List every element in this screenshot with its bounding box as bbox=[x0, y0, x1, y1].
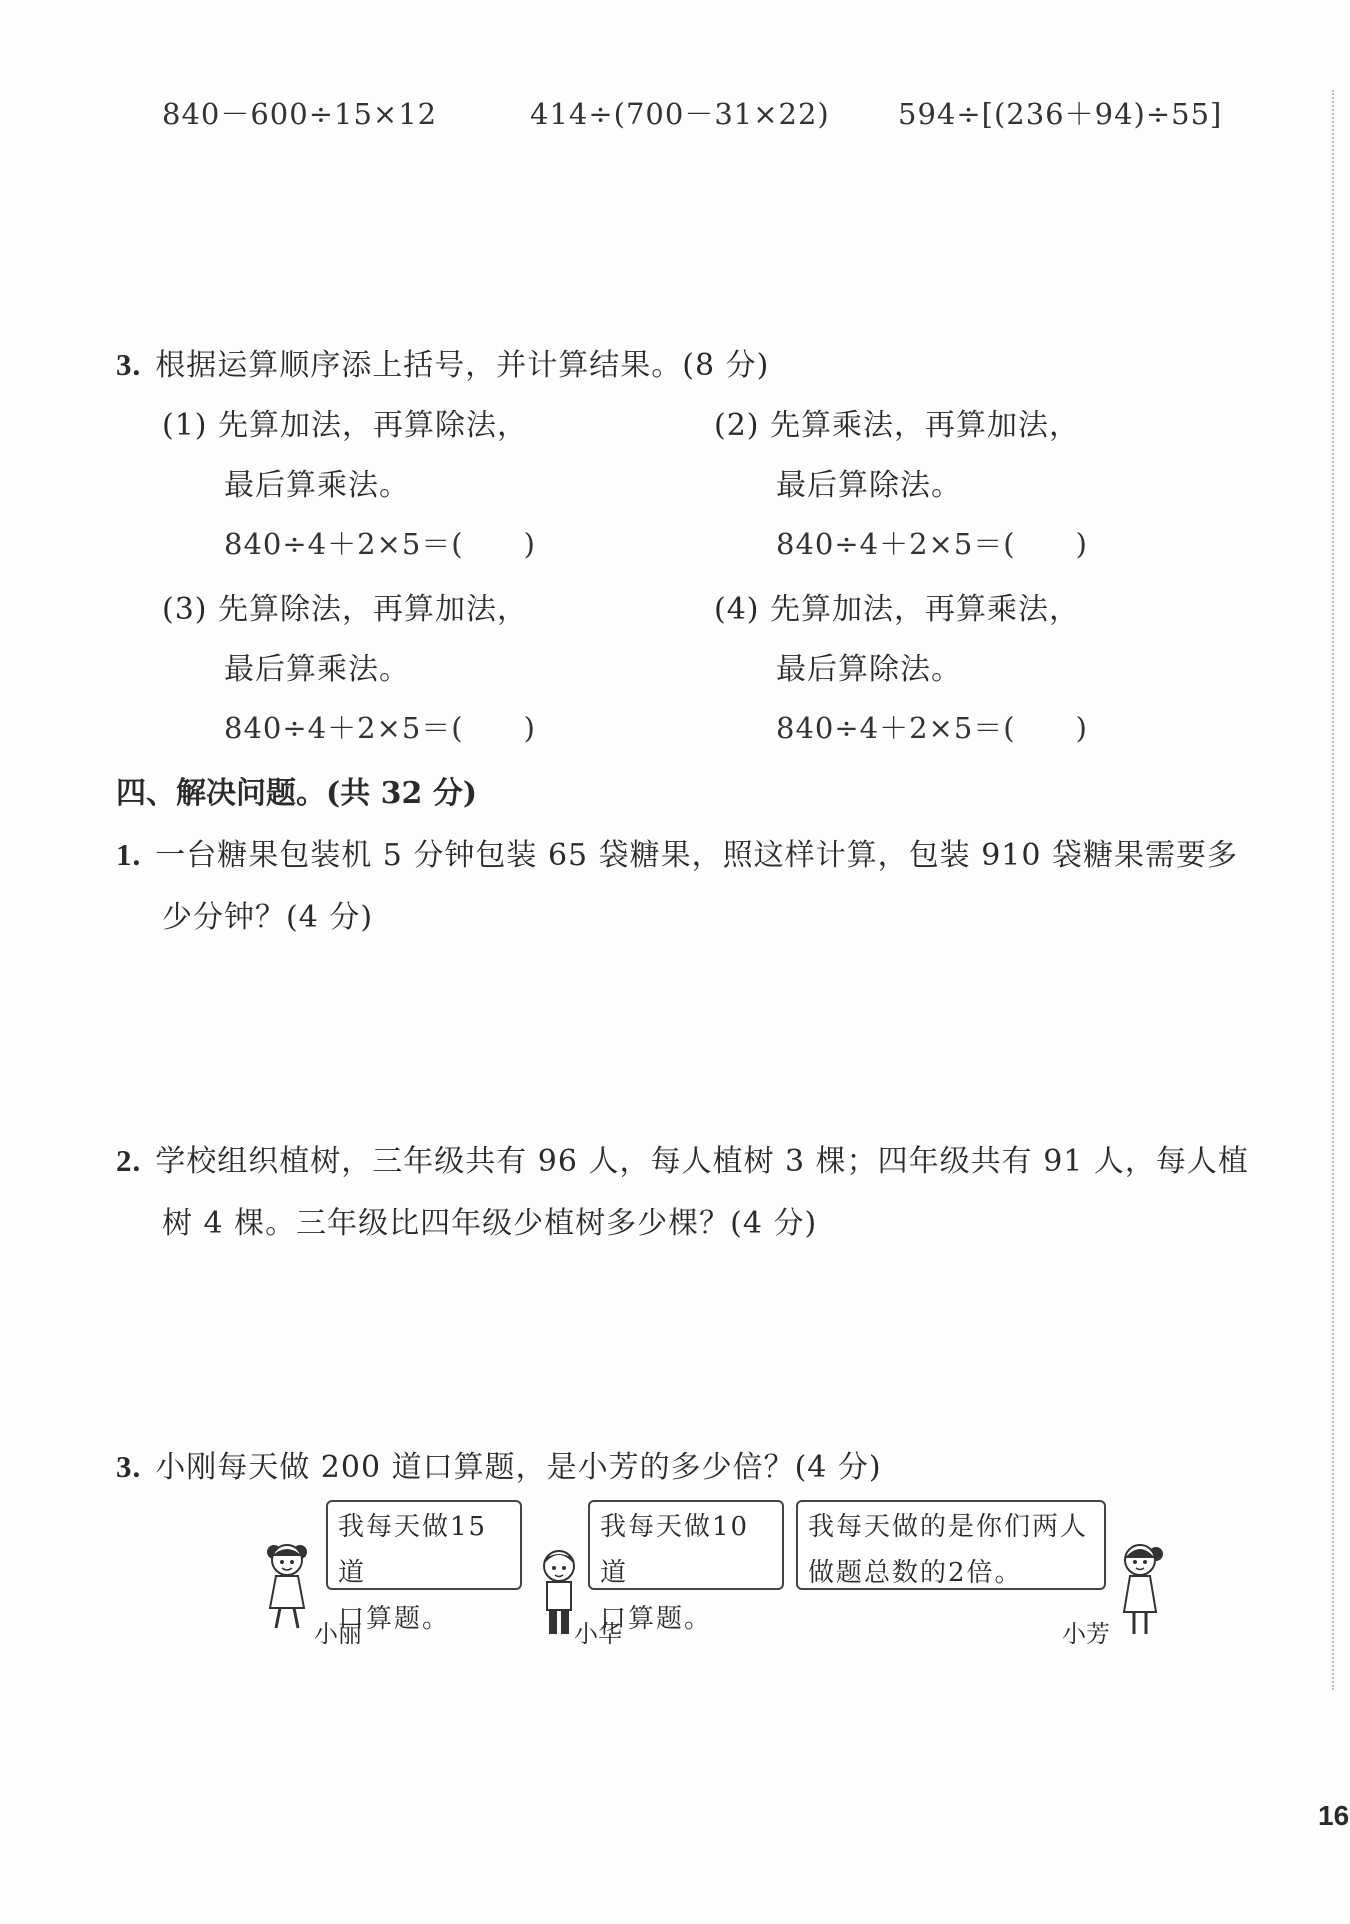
q1-line2: 少分钟？(4 分) bbox=[162, 900, 374, 935]
q2-text1: 学校组织植树，三年级共有 96 人，每人植树 3 棵；四年级共有 91 人，每人植 bbox=[155, 1144, 1249, 1179]
xiaohua-speech-bubble bbox=[588, 1500, 784, 1634]
section3-number: 3. bbox=[116, 347, 142, 382]
item1-line2: 最后算乘法。 bbox=[224, 468, 410, 503]
q2-line2: 树 4 棵。三年级比四年级少植树多少棵？(4 分) bbox=[162, 1206, 818, 1241]
item4-label: (4) bbox=[714, 592, 760, 627]
expression-2: 414÷(700－31×22) bbox=[530, 97, 830, 131]
q1-text1: 一台糖果包装机 5 分钟包装 65 袋糖果，照这样计算，包装 910 袋糖果需要多 bbox=[155, 838, 1238, 873]
xiaofang-speech-bubble bbox=[796, 1500, 1106, 1590]
q2-line1 bbox=[116, 1136, 1249, 1180]
item3-label: (3) bbox=[162, 592, 208, 627]
q1-line1 bbox=[116, 830, 1238, 874]
xiaohua-speech-line1: 我每天做10道 bbox=[600, 1512, 750, 1588]
xiaofang-name: 小芳 bbox=[1062, 1620, 1110, 1648]
xiaohua-name: 小华 bbox=[574, 1620, 622, 1648]
item1-line1 bbox=[162, 400, 528, 444]
section3-title bbox=[116, 340, 769, 384]
item2-label: (2) bbox=[714, 408, 760, 443]
item2-text: 先算乘法，再算加法， bbox=[770, 408, 1081, 443]
part4-heading: 四、解决问题。(共 32 分) bbox=[116, 776, 478, 811]
item2-line1 bbox=[714, 400, 1080, 444]
item3-line2: 最后算乘法。 bbox=[224, 652, 410, 687]
q2-number: 2. bbox=[116, 1143, 142, 1178]
xiaoli-girl-illustration bbox=[256, 1536, 316, 1636]
item4-line2: 最后算除法。 bbox=[776, 652, 962, 687]
item2-expr: 840÷4＋2×5＝( ) bbox=[776, 527, 1088, 561]
q3-number: 3. bbox=[116, 1449, 142, 1484]
item4-expr: 840÷4＋2×5＝( ) bbox=[776, 711, 1088, 745]
item3-line1 bbox=[162, 584, 528, 628]
xiaoli-speech-line2: 口算题。 bbox=[338, 1604, 451, 1634]
item3-expr: 840÷4＋2×5＝( ) bbox=[224, 711, 536, 745]
margin-rule bbox=[1332, 90, 1350, 1690]
item4-text: 先算加法，再算乘法， bbox=[770, 592, 1081, 627]
xiaofang-speech-line2: 做题总数的2倍。 bbox=[808, 1558, 1023, 1588]
item4-line1 bbox=[714, 584, 1080, 628]
item1-label: (1) bbox=[162, 408, 208, 443]
xiaoli-speech-bubble bbox=[326, 1500, 522, 1634]
item2-line2: 最后算除法。 bbox=[776, 468, 962, 503]
expression-3: 594÷[(236＋94)÷55] bbox=[898, 97, 1223, 131]
xiaoli-speech-line1: 我每天做15道 bbox=[338, 1512, 488, 1588]
item1-text: 先算加法，再算除法， bbox=[218, 408, 529, 443]
xiaohua-speech-line2: 口算题。 bbox=[600, 1604, 713, 1634]
item3-text: 先算除法，再算加法， bbox=[218, 592, 529, 627]
xiaofang-speech-line1: 我每天做的是你们两人 bbox=[808, 1512, 1089, 1542]
expression-1: 840－600÷15×12 bbox=[162, 97, 438, 131]
xiaoli-name: 小丽 bbox=[314, 1620, 362, 1648]
item1-expr: 840÷4＋2×5＝( ) bbox=[224, 527, 536, 561]
q1-number: 1. bbox=[116, 837, 142, 872]
q3-text1: 小刚每天做 200 道口算题，是小芳的多少倍？(4 分) bbox=[155, 1450, 882, 1485]
q3-line1 bbox=[116, 1442, 882, 1486]
page-number: 16 bbox=[1318, 1800, 1350, 1831]
section3-title-text: 根据运算顺序添上括号，并计算结果。(8 分) bbox=[155, 348, 770, 383]
xiaofang-girl-illustration bbox=[1112, 1536, 1172, 1640]
